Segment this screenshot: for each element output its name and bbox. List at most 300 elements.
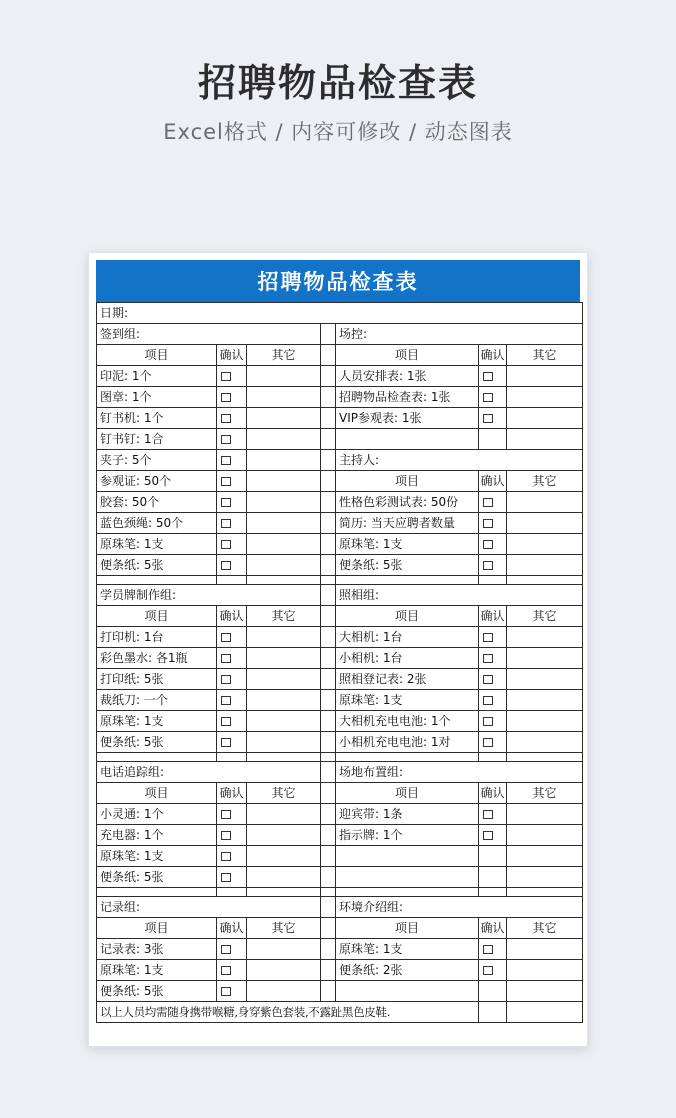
checklist-table-body: [97, 303, 583, 1023]
checkbox-icon[interactable]: [221, 831, 231, 840]
checkbox-icon[interactable]: [483, 561, 493, 570]
table-row: [97, 303, 583, 324]
separator-cell: [321, 555, 336, 576]
other-cell: [247, 939, 321, 960]
empty-cell: [507, 429, 583, 450]
other-cell: [247, 825, 321, 846]
column-header-other: 其它: [247, 345, 321, 366]
separator-cell: [321, 513, 336, 534]
confirm-cell: [479, 513, 507, 534]
empty-cell: [97, 753, 217, 762]
other-cell: [247, 555, 321, 576]
table-row: [97, 888, 583, 897]
other-cell: [507, 804, 583, 825]
column-header-item: 项目: [97, 345, 217, 366]
column-header-other: 其它: [507, 918, 583, 939]
confirm-cell: [217, 939, 247, 960]
empty-cell: [217, 576, 247, 585]
column-header-item: 项目: [97, 918, 217, 939]
confirm-cell: [479, 732, 507, 753]
page-subtitle: Excel格式 / 内容可修改 / 动态图表: [163, 119, 513, 144]
checkbox-icon[interactable]: [221, 738, 231, 747]
other-cell: [247, 387, 321, 408]
other-cell: [507, 669, 583, 690]
checkbox-icon[interactable]: [483, 810, 493, 819]
empty-cell: [507, 846, 583, 867]
item-cell: 原珠笔: 1支: [336, 534, 479, 555]
other-cell: [247, 669, 321, 690]
separator-cell: [321, 585, 336, 606]
checkbox-icon[interactable]: [221, 372, 231, 381]
column-header-confirm: 确认: [479, 606, 507, 627]
table-row: [97, 450, 583, 471]
table-row: [97, 918, 583, 939]
separator-cell: [321, 366, 336, 387]
separator-cell: [321, 888, 336, 897]
confirm-cell: [217, 627, 247, 648]
item-cell: 夹子: 5个: [97, 450, 217, 471]
checkbox-icon[interactable]: [221, 414, 231, 423]
item-cell: 照相登记表: 2张: [336, 669, 479, 690]
table-row: [97, 492, 583, 513]
table-row: [97, 387, 583, 408]
confirm-cell: [479, 408, 507, 429]
empty-cell: [217, 888, 247, 897]
column-header-confirm: 确认: [217, 918, 247, 939]
confirm-cell: [217, 804, 247, 825]
other-cell: [247, 867, 321, 888]
checkbox-icon[interactable]: [483, 519, 493, 528]
checkbox-icon[interactable]: [221, 945, 231, 954]
confirm-cell: [217, 690, 247, 711]
separator-cell: [321, 753, 336, 762]
empty-cell: [336, 867, 479, 888]
column-header-item: 项目: [336, 471, 479, 492]
confirm-cell: [479, 804, 507, 825]
column-header-confirm: 确认: [479, 783, 507, 804]
other-cell: [247, 690, 321, 711]
checkbox-icon[interactable]: [483, 675, 493, 684]
other-cell: [247, 450, 321, 471]
item-cell: 性格色彩测试表: 50份: [336, 492, 479, 513]
separator-cell: [321, 606, 336, 627]
separator-cell: [321, 471, 336, 492]
other-cell: [247, 960, 321, 981]
column-header-item: 项目: [336, 345, 479, 366]
checkbox-icon[interactable]: [483, 393, 493, 402]
separator-cell: [321, 627, 336, 648]
item-cell: 打印机: 1台: [97, 627, 217, 648]
other-cell: [247, 711, 321, 732]
confirm-cell: [217, 960, 247, 981]
table-row: [97, 606, 583, 627]
item-cell: 钉书钉: 1合: [97, 429, 217, 450]
item-cell: 彩色墨水: 各1瓶: [97, 648, 217, 669]
hero-section: [0, 62, 676, 146]
checkbox-icon[interactable]: [483, 633, 493, 642]
separator-cell: [321, 429, 336, 450]
checkbox-icon[interactable]: [221, 966, 231, 975]
item-cell: 原珠笔: 1支: [97, 960, 217, 981]
other-cell: [247, 981, 321, 1002]
other-cell: [247, 846, 321, 867]
item-cell: 原珠笔: 1支: [97, 846, 217, 867]
checkbox-icon[interactable]: [221, 717, 231, 726]
checkbox-icon[interactable]: [221, 810, 231, 819]
sheet-title: 招聘物品检查表: [96, 260, 580, 302]
checkbox-icon[interactable]: [221, 561, 231, 570]
item-cell: 参观证: 50个: [97, 471, 217, 492]
checkbox-icon[interactable]: [483, 966, 493, 975]
other-cell: [247, 408, 321, 429]
separator-cell: [321, 534, 336, 555]
column-header-other: 其它: [507, 345, 583, 366]
empty-cell: [247, 888, 321, 897]
group-label: 电话追踪组:: [97, 762, 321, 783]
empty-cell: [479, 1002, 507, 1023]
separator-cell: [321, 450, 336, 471]
separator-cell: [321, 846, 336, 867]
empty-cell: [479, 888, 507, 897]
confirm-cell: [217, 513, 247, 534]
other-cell: [507, 939, 583, 960]
table-row: [97, 669, 583, 690]
confirm-cell: [217, 825, 247, 846]
separator-cell: [321, 408, 336, 429]
checkbox-icon[interactable]: [221, 633, 231, 642]
other-cell: [507, 408, 583, 429]
checkbox-icon[interactable]: [221, 540, 231, 549]
checkbox-icon[interactable]: [221, 393, 231, 402]
table-row: [97, 408, 583, 429]
item-cell: 便条纸: 2张: [336, 960, 479, 981]
group-label: 主持人:: [336, 450, 583, 471]
column-header-other: 其它: [507, 606, 583, 627]
separator-cell: [321, 960, 336, 981]
confirm-cell: [217, 711, 247, 732]
table-row: [97, 897, 583, 918]
other-cell: [247, 804, 321, 825]
table-row: [97, 867, 583, 888]
checkbox-icon[interactable]: [483, 498, 493, 507]
column-header-other: 其它: [247, 606, 321, 627]
item-cell: 原珠笔: 1支: [97, 534, 217, 555]
separator-cell: [321, 732, 336, 753]
table-row: [97, 585, 583, 606]
empty-cell: [97, 888, 217, 897]
table-row: [97, 471, 583, 492]
item-cell: 打印纸: 5张: [97, 669, 217, 690]
confirm-cell: [479, 825, 507, 846]
empty-cell: [479, 429, 507, 450]
column-header-confirm: 确认: [479, 918, 507, 939]
confirm-cell: [217, 387, 247, 408]
separator-cell: [321, 387, 336, 408]
item-cell: 钉书机: 1个: [97, 408, 217, 429]
empty-cell: [336, 429, 479, 450]
other-cell: [507, 534, 583, 555]
other-cell: [247, 366, 321, 387]
empty-cell: [97, 576, 217, 585]
empty-cell: [336, 846, 479, 867]
table-row: [97, 960, 583, 981]
column-header-item: 项目: [336, 783, 479, 804]
table-row: [97, 825, 583, 846]
table-row: [97, 627, 583, 648]
column-header-other: 其它: [507, 783, 583, 804]
table-row: [97, 576, 583, 585]
row-label: 日期:: [97, 303, 583, 324]
other-cell: [507, 690, 583, 711]
table-row: [97, 324, 583, 345]
checkbox-icon[interactable]: [483, 654, 493, 663]
table-row: [97, 690, 583, 711]
confirm-cell: [217, 867, 247, 888]
separator-cell: [321, 669, 336, 690]
item-cell: 原珠笔: 1支: [336, 939, 479, 960]
table-row: [97, 534, 583, 555]
separator-cell: [321, 762, 336, 783]
checkbox-icon[interactable]: [483, 372, 493, 381]
checkbox-icon[interactable]: [483, 717, 493, 726]
item-cell: 小相机: 1台: [336, 648, 479, 669]
other-cell: [247, 471, 321, 492]
column-header-other: 其它: [247, 918, 321, 939]
confirm-cell: [217, 534, 247, 555]
other-cell: [247, 513, 321, 534]
table-row: [97, 1002, 583, 1023]
other-cell: [507, 732, 583, 753]
empty-cell: [507, 753, 583, 762]
checkbox-icon[interactable]: [221, 696, 231, 705]
column-header-confirm: 确认: [217, 345, 247, 366]
item-cell: 便条纸: 5张: [97, 867, 217, 888]
table-row: [97, 732, 583, 753]
item-cell: 小相机充电电池: 1对: [336, 732, 479, 753]
checkbox-icon[interactable]: [483, 696, 493, 705]
separator-cell: [321, 324, 336, 345]
column-header-confirm: 确认: [217, 606, 247, 627]
item-cell: 人员安排表: 1张: [336, 366, 479, 387]
checkbox-icon[interactable]: [221, 498, 231, 507]
item-cell: 原珠笔: 1支: [97, 711, 217, 732]
other-cell: [507, 711, 583, 732]
separator-cell: [321, 492, 336, 513]
empty-cell: [217, 753, 247, 762]
group-label: 环境介绍组:: [336, 897, 583, 918]
sheet-card: [88, 252, 588, 1047]
item-cell: 充电器: 1个: [97, 825, 217, 846]
item-cell: 简历: 当天应聘者数量: [336, 513, 479, 534]
separator-cell: [321, 576, 336, 585]
checkbox-icon[interactable]: [483, 540, 493, 549]
other-cell: [507, 492, 583, 513]
group-label: 签到组:: [97, 324, 321, 345]
other-cell: [247, 534, 321, 555]
group-label: 学员牌制作组:: [97, 585, 321, 606]
separator-cell: [321, 981, 336, 1002]
empty-cell: [479, 867, 507, 888]
group-label: 场控:: [336, 324, 583, 345]
checkbox-icon[interactable]: [483, 945, 493, 954]
item-cell: 大相机充电电池: 1个: [336, 711, 479, 732]
other-cell: [507, 387, 583, 408]
other-cell: [507, 627, 583, 648]
item-cell: 小灵通: 1个: [97, 804, 217, 825]
separator-cell: [321, 825, 336, 846]
table-row: [97, 513, 583, 534]
table-row: [97, 846, 583, 867]
table-row: [97, 429, 583, 450]
checkbox-icon[interactable]: [483, 414, 493, 423]
separator-cell: [321, 939, 336, 960]
group-label: 照相组:: [336, 585, 583, 606]
confirm-cell: [217, 981, 247, 1002]
item-cell: 印泥: 1个: [97, 366, 217, 387]
column-header-other: 其它: [507, 471, 583, 492]
confirm-cell: [217, 366, 247, 387]
table-row: [97, 711, 583, 732]
column-header-confirm: 确认: [217, 783, 247, 804]
empty-cell: [507, 1002, 583, 1023]
item-cell: 便条纸: 5张: [336, 555, 479, 576]
checkbox-icon[interactable]: [221, 852, 231, 861]
item-cell: 图章: 1个: [97, 387, 217, 408]
item-cell: 记录表: 3张: [97, 939, 217, 960]
other-cell: [507, 555, 583, 576]
column-header-confirm: 确认: [479, 471, 507, 492]
confirm-cell: [217, 492, 247, 513]
checkbox-icon[interactable]: [221, 435, 231, 444]
confirm-cell: [217, 648, 247, 669]
confirm-cell: [217, 669, 247, 690]
confirm-cell: [479, 555, 507, 576]
group-label: 记录组:: [97, 897, 321, 918]
empty-cell: [507, 888, 583, 897]
checklist-table: [96, 302, 583, 1023]
empty-cell: [479, 576, 507, 585]
other-cell: [507, 366, 583, 387]
table-row: [97, 804, 583, 825]
item-cell: 招聘物品检查表: 1张: [336, 387, 479, 408]
separator-cell: [321, 345, 336, 366]
item-cell: 大相机: 1台: [336, 627, 479, 648]
other-cell: [507, 513, 583, 534]
other-cell: [247, 492, 321, 513]
other-cell: [247, 732, 321, 753]
confirm-cell: [479, 387, 507, 408]
empty-cell: [479, 981, 507, 1002]
confirm-cell: [217, 408, 247, 429]
item-cell: 迎宾带: 1条: [336, 804, 479, 825]
item-cell: 原珠笔: 1支: [336, 690, 479, 711]
empty-cell: [336, 981, 479, 1002]
checkbox-icon[interactable]: [221, 654, 231, 663]
other-cell: [507, 648, 583, 669]
empty-cell: [507, 981, 583, 1002]
column-header-item: 项目: [97, 606, 217, 627]
other-cell: [507, 960, 583, 981]
column-header-item: 项目: [97, 783, 217, 804]
checkbox-icon[interactable]: [221, 519, 231, 528]
confirm-cell: [479, 492, 507, 513]
separator-cell: [321, 897, 336, 918]
checkbox-icon[interactable]: [221, 456, 231, 465]
separator-cell: [321, 804, 336, 825]
confirm-cell: [217, 846, 247, 867]
empty-cell: [479, 846, 507, 867]
checkbox-icon[interactable]: [221, 987, 231, 996]
confirm-cell: [217, 450, 247, 471]
confirm-cell: [479, 960, 507, 981]
table-row: [97, 345, 583, 366]
table-row: [97, 783, 583, 804]
separator-cell: [321, 690, 336, 711]
table-row: [97, 939, 583, 960]
confirm-cell: [479, 648, 507, 669]
item-cell: 胶套: 50个: [97, 492, 217, 513]
confirm-cell: [217, 471, 247, 492]
empty-cell: [507, 576, 583, 585]
empty-cell: [507, 867, 583, 888]
table-row: [97, 762, 583, 783]
table-row: [97, 981, 583, 1002]
item-cell: 裁纸刀: 一个: [97, 690, 217, 711]
confirm-cell: [479, 690, 507, 711]
other-cell: [507, 825, 583, 846]
item-cell: 指示牌: 1个: [336, 825, 479, 846]
empty-cell: [247, 753, 321, 762]
confirm-cell: [479, 627, 507, 648]
checkbox-icon[interactable]: [483, 738, 493, 747]
separator-cell: [321, 783, 336, 804]
column-header-item: 项目: [336, 606, 479, 627]
empty-cell: [479, 753, 507, 762]
item-cell: 便条纸: 5张: [97, 555, 217, 576]
confirm-cell: [479, 366, 507, 387]
separator-cell: [321, 918, 336, 939]
confirm-cell: [217, 732, 247, 753]
confirm-cell: [479, 711, 507, 732]
checkbox-icon[interactable]: [221, 873, 231, 882]
item-cell: 便条纸: 5张: [97, 981, 217, 1002]
footer-note: 以上人员均需随身携带喉糖,身穿紫色套装,不露趾黑色皮鞋.: [97, 1002, 479, 1023]
empty-cell: [336, 888, 479, 897]
separator-cell: [321, 648, 336, 669]
empty-cell: [336, 576, 479, 585]
other-cell: [247, 429, 321, 450]
separator-cell: [321, 711, 336, 732]
item-cell: 便条纸: 5张: [97, 732, 217, 753]
empty-cell: [247, 576, 321, 585]
item-cell: VIP参观表: 1张: [336, 408, 479, 429]
confirm-cell: [479, 669, 507, 690]
checkbox-icon[interactable]: [221, 675, 231, 684]
confirm-cell: [479, 534, 507, 555]
confirm-cell: [217, 555, 247, 576]
table-row: [97, 555, 583, 576]
checkbox-icon[interactable]: [483, 831, 493, 840]
confirm-cell: [479, 939, 507, 960]
item-cell: 蓝色颈绳: 50个: [97, 513, 217, 534]
column-header-other: 其它: [247, 783, 321, 804]
other-cell: [247, 627, 321, 648]
checkbox-icon[interactable]: [221, 477, 231, 486]
separator-cell: [321, 867, 336, 888]
table-row: [97, 366, 583, 387]
confirm-cell: [217, 429, 247, 450]
other-cell: [247, 648, 321, 669]
